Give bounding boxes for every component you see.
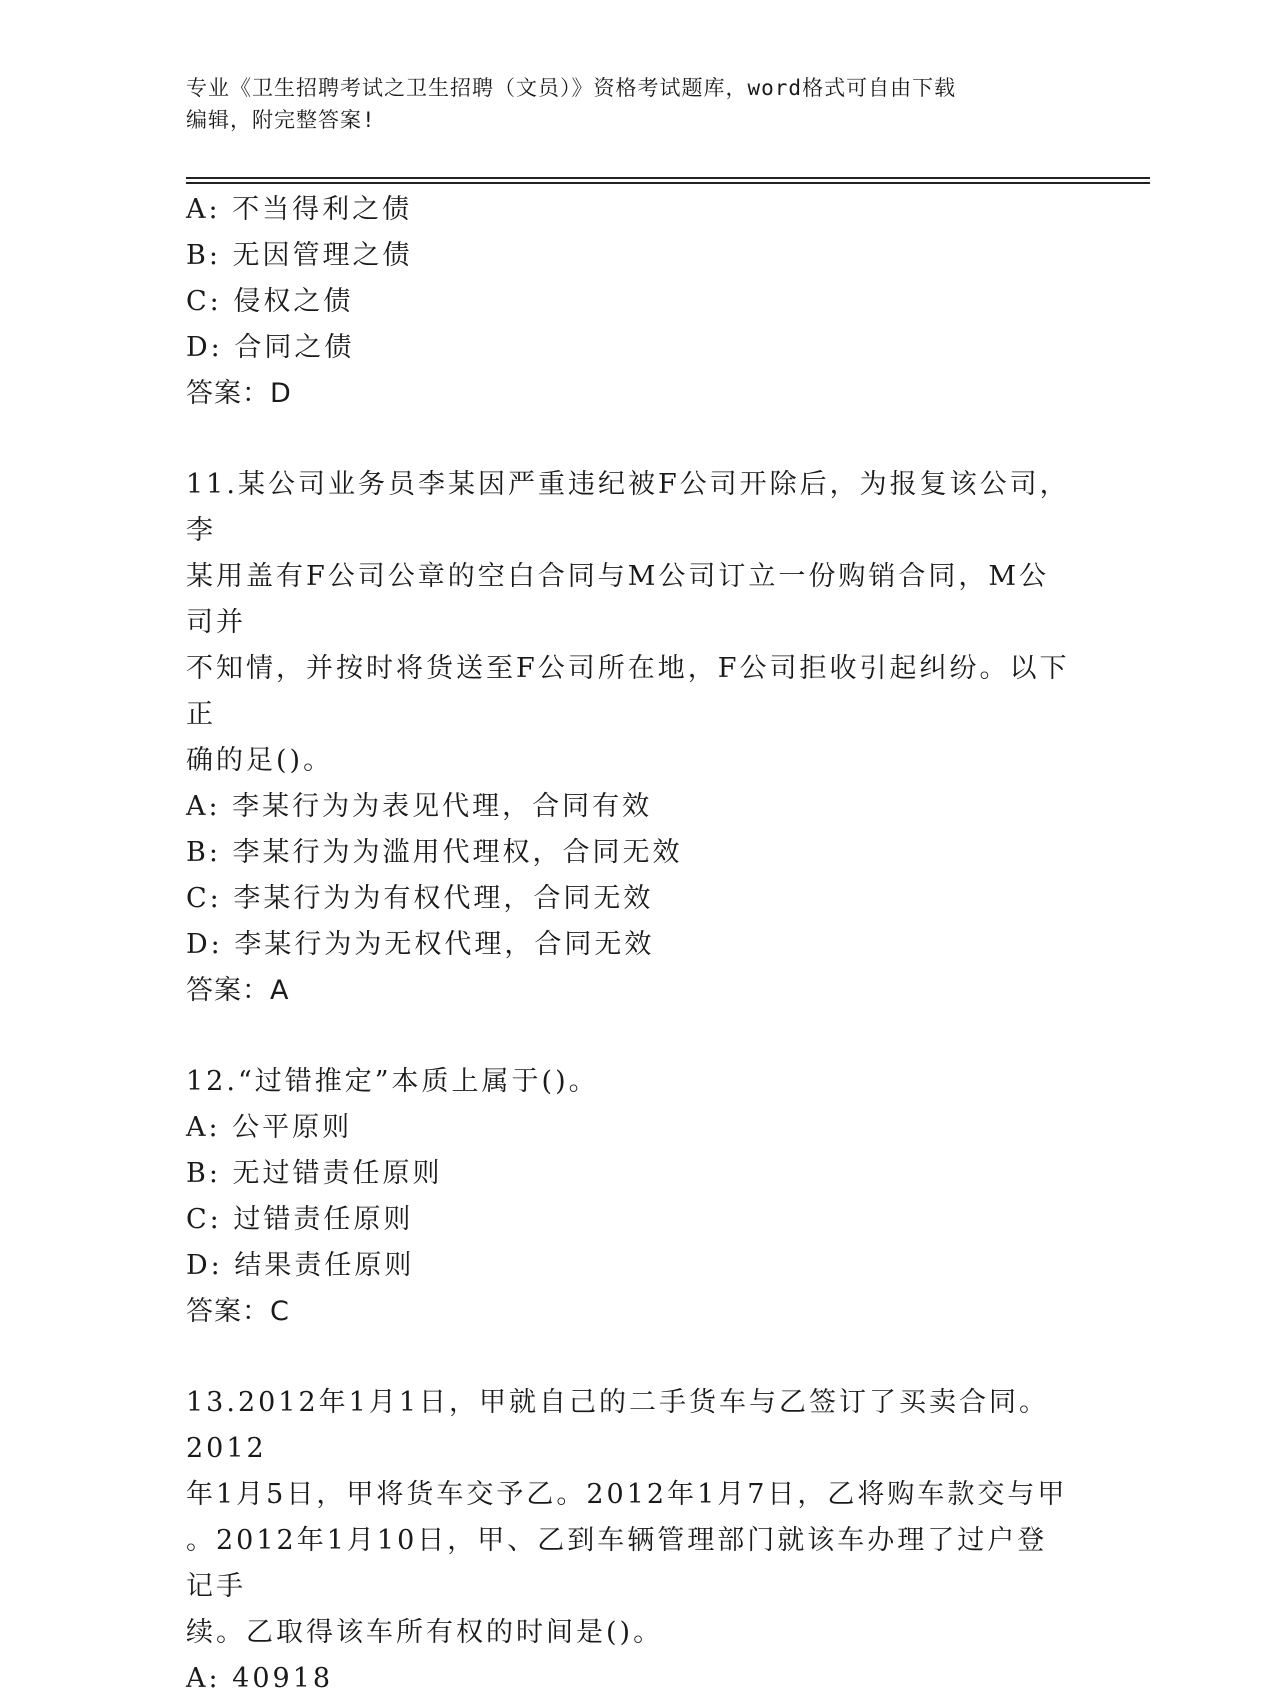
option-c: C: 侵权之债: [186, 286, 354, 317]
option-d: D: 李某行为为无权代理，合同无效: [186, 929, 655, 960]
question-stem: [186, 1059, 1076, 1105]
question-13: [186, 1380, 1086, 1702]
answer: 答案：D: [186, 378, 292, 409]
header-rule-bottom: [186, 182, 1150, 184]
answer: 答案：A: [186, 975, 290, 1006]
question-line: 13.2012年1月1日，甲就自己的二手货车与乙签订了买卖合同。2012: [186, 1387, 1050, 1464]
header-line-2: 编辑，附完整答案!: [186, 108, 376, 132]
question-line: 确的足()。: [186, 745, 334, 776]
spacer: [186, 1335, 1086, 1380]
option-a: A: 公平原则: [186, 1112, 353, 1143]
spacer: [186, 1014, 1086, 1059]
option-b: B: 李某行为为滥用代理权，合同无效: [186, 837, 683, 868]
question-11: [186, 462, 1086, 1014]
option-d: D: 结果责任原则: [186, 1250, 415, 1281]
question-stem: [186, 1380, 1076, 1656]
question-line: 某用盖有F公司公章的空白合同与M公司订立一份购销合同，M公司并: [186, 561, 1050, 638]
question-line: 续。乙取得该车所有权的时间是()。: [186, 1617, 664, 1648]
option-c: C: 李某行为为有权代理，合同无效: [186, 883, 654, 914]
question-list: [186, 187, 1086, 1702]
question-line: 。2012年1月10日，甲、乙到车辆管理部门就该车办理了过户登记手: [186, 1525, 1048, 1602]
option-d: D: 合同之债: [186, 332, 355, 363]
question-12: [186, 1059, 1086, 1335]
header-line-1: 专业《卫生招聘考试之卫生招聘（文员）》资格考试题库，word格式可自由下载: [186, 76, 957, 100]
option-a: A: 40918: [186, 1663, 334, 1694]
spacer: [186, 417, 1086, 462]
question-10: [186, 187, 1086, 417]
question-line: 11.某公司业务员李某因严重违纪被F公司开除后，为报复该公司，李: [186, 469, 1070, 546]
option-b: B: 无过错责任原则: [186, 1158, 443, 1189]
option-c: C: 过错责任原则: [186, 1204, 414, 1235]
question-line: 年1月5日，甲将货车交予乙。2012年1月7日，乙将购车款交与甲: [186, 1479, 1068, 1510]
header-rule-top: [186, 177, 1150, 179]
document-header: [186, 72, 1066, 136]
question-line: 不知情，并按时将货送至F公司所在地，F公司拒收引起纠纷。以下正: [186, 653, 1070, 730]
answer: 答案：C: [186, 1296, 290, 1327]
question-stem: [186, 462, 1076, 784]
question-line: 12.“过错推定”本质上属于()。: [186, 1066, 599, 1097]
option-a: A: 李某行为为表见代理，合同有效: [186, 791, 653, 822]
option-b: B: 无因管理之债: [186, 240, 413, 271]
option-a: A: 不当得利之债: [186, 194, 413, 225]
